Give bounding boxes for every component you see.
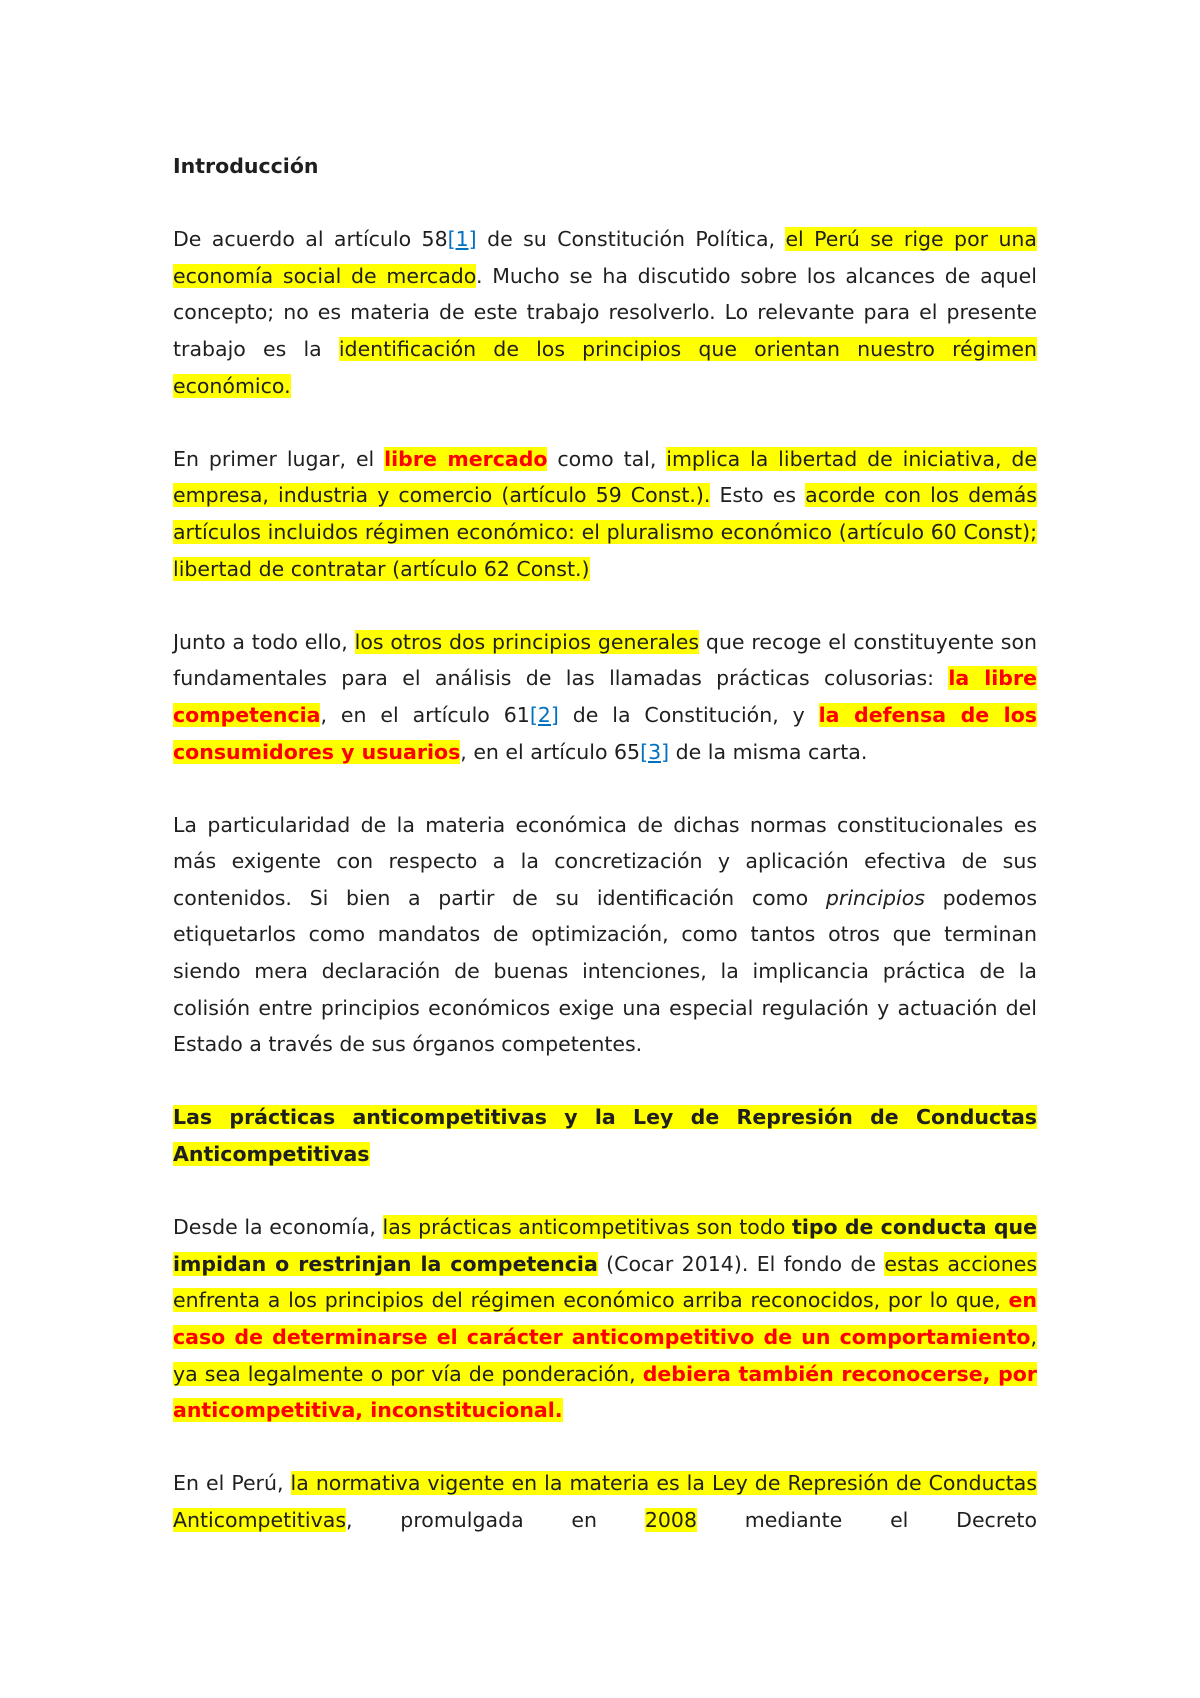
highlight: identificación de los principios que orientan nuestro régimen económico. xyxy=(173,336,1037,398)
bold-highlight: tipo de conducta que impidan o restrinjan la competencia xyxy=(173,1215,1037,1276)
red-highlight: en caso de determinarse el carácter anticompetitivo de un comportamiento xyxy=(173,1288,1037,1349)
paragraph-5 xyxy=(173,1209,1037,1429)
highlight: los otros dos principios generales xyxy=(354,629,700,654)
text-run: como tal, xyxy=(547,446,667,471)
highlight: las prácticas anticompetitivas son todo xyxy=(382,1215,793,1240)
paragraph-4 xyxy=(173,807,1037,1063)
footnote-link-1[interactable]: [1] xyxy=(447,227,477,252)
text-run: Junto a todo ello, xyxy=(173,629,355,654)
highlight: 2008 xyxy=(644,1507,697,1532)
footnote-link-2[interactable]: [2] xyxy=(529,702,559,727)
red-highlight: libre mercado xyxy=(384,446,548,471)
footnote-link-3[interactable]: [3] xyxy=(640,739,670,764)
document-page xyxy=(173,148,1037,1539)
text-run: de su Constitución Política, xyxy=(476,227,786,252)
highlight: la normativa vigente en la materia es la Ley de Represión de Conductas Anticompetitivas xyxy=(173,1471,1037,1532)
paragraph-6 xyxy=(173,1465,1037,1538)
section-title: Introducción xyxy=(173,154,319,178)
red-highlight: la libre competencia xyxy=(173,666,1037,727)
text-run: de la Constitución, y xyxy=(558,702,819,727)
paragraph-1 xyxy=(173,221,1037,404)
red-highlight: la defensa de los consumidores y usuarios xyxy=(173,702,1037,764)
highlight: estas acciones enfrenta a los principios del régimen económico arriba reconocidos, por lo que, xyxy=(173,1251,1037,1313)
highlight: acorde con los demás artículos incluidos régimen económico: el pluralismo económico (artículo 60 Const); libertad de contratar (artículo 62 Const.) xyxy=(173,483,1037,581)
text-run: En el Perú, xyxy=(173,1471,291,1496)
paragraph-2 xyxy=(173,441,1037,587)
red-highlight: debiera también reconocerse, por anticompetitiva, inconstitucional. xyxy=(173,1361,1037,1423)
section-heading-2 xyxy=(173,1099,1037,1172)
italic-text: principios xyxy=(825,885,925,910)
text-run: (Cocar 2014). El fondo de xyxy=(597,1251,885,1276)
highlight: implica la libertad de iniciativa, de empresa, industria y comercio (artículo 59 Const.). xyxy=(173,446,1037,508)
text-run: , en el artículo 61 xyxy=(320,702,530,727)
heading-text: Las prácticas anticompetitivas y la Ley de Represión de Conductas Anticompetitivas xyxy=(173,1105,1037,1167)
paragraph-3 xyxy=(173,624,1037,770)
text-run: mediante el Decreto xyxy=(697,1507,1037,1532)
text-run: . Mucho se ha discutido sobre los alcances de aquel concepto; no es materia de este trabajo resolverlo. Lo relevante para el presente trabajo es la xyxy=(173,263,1037,361)
highlight: , ya sea legalmente o por vía de ponderación, xyxy=(173,1325,1037,1386)
text-run: Esto es xyxy=(710,483,806,508)
text-run: , promulgada en xyxy=(346,1507,645,1532)
text-run: En primer lugar, el xyxy=(173,446,385,471)
text-run: De acuerdo al artículo 58 xyxy=(173,227,448,252)
text-run: La particularidad de la materia económica de dichas normas constitucionales es más exigente con respecto a la concretización y aplicación efectiva de sus contenidos. Si bien a partir de su identificación como xyxy=(173,812,1037,910)
text-run: Desde la economía, xyxy=(173,1215,383,1240)
text-run: podemos etiquetarlos como mandatos de optimización, como tantos otros que terminan siendo mera declaración de buenas intenciones, la implicancia práctica de la colisión entre principios económicos exige una especial regulación y actuación del Estado a través de sus órganos competentes. xyxy=(173,885,1037,1057)
highlight: el Perú se rige por una economía social de mercado xyxy=(173,227,1037,288)
text-run: que recoge el constituyente son fundamentales para el análisis de las llamadas prácticas colusorias: xyxy=(173,629,1038,691)
text-run: , en el artículo 65 xyxy=(460,739,641,764)
text-run: de la misma carta. xyxy=(669,739,868,764)
